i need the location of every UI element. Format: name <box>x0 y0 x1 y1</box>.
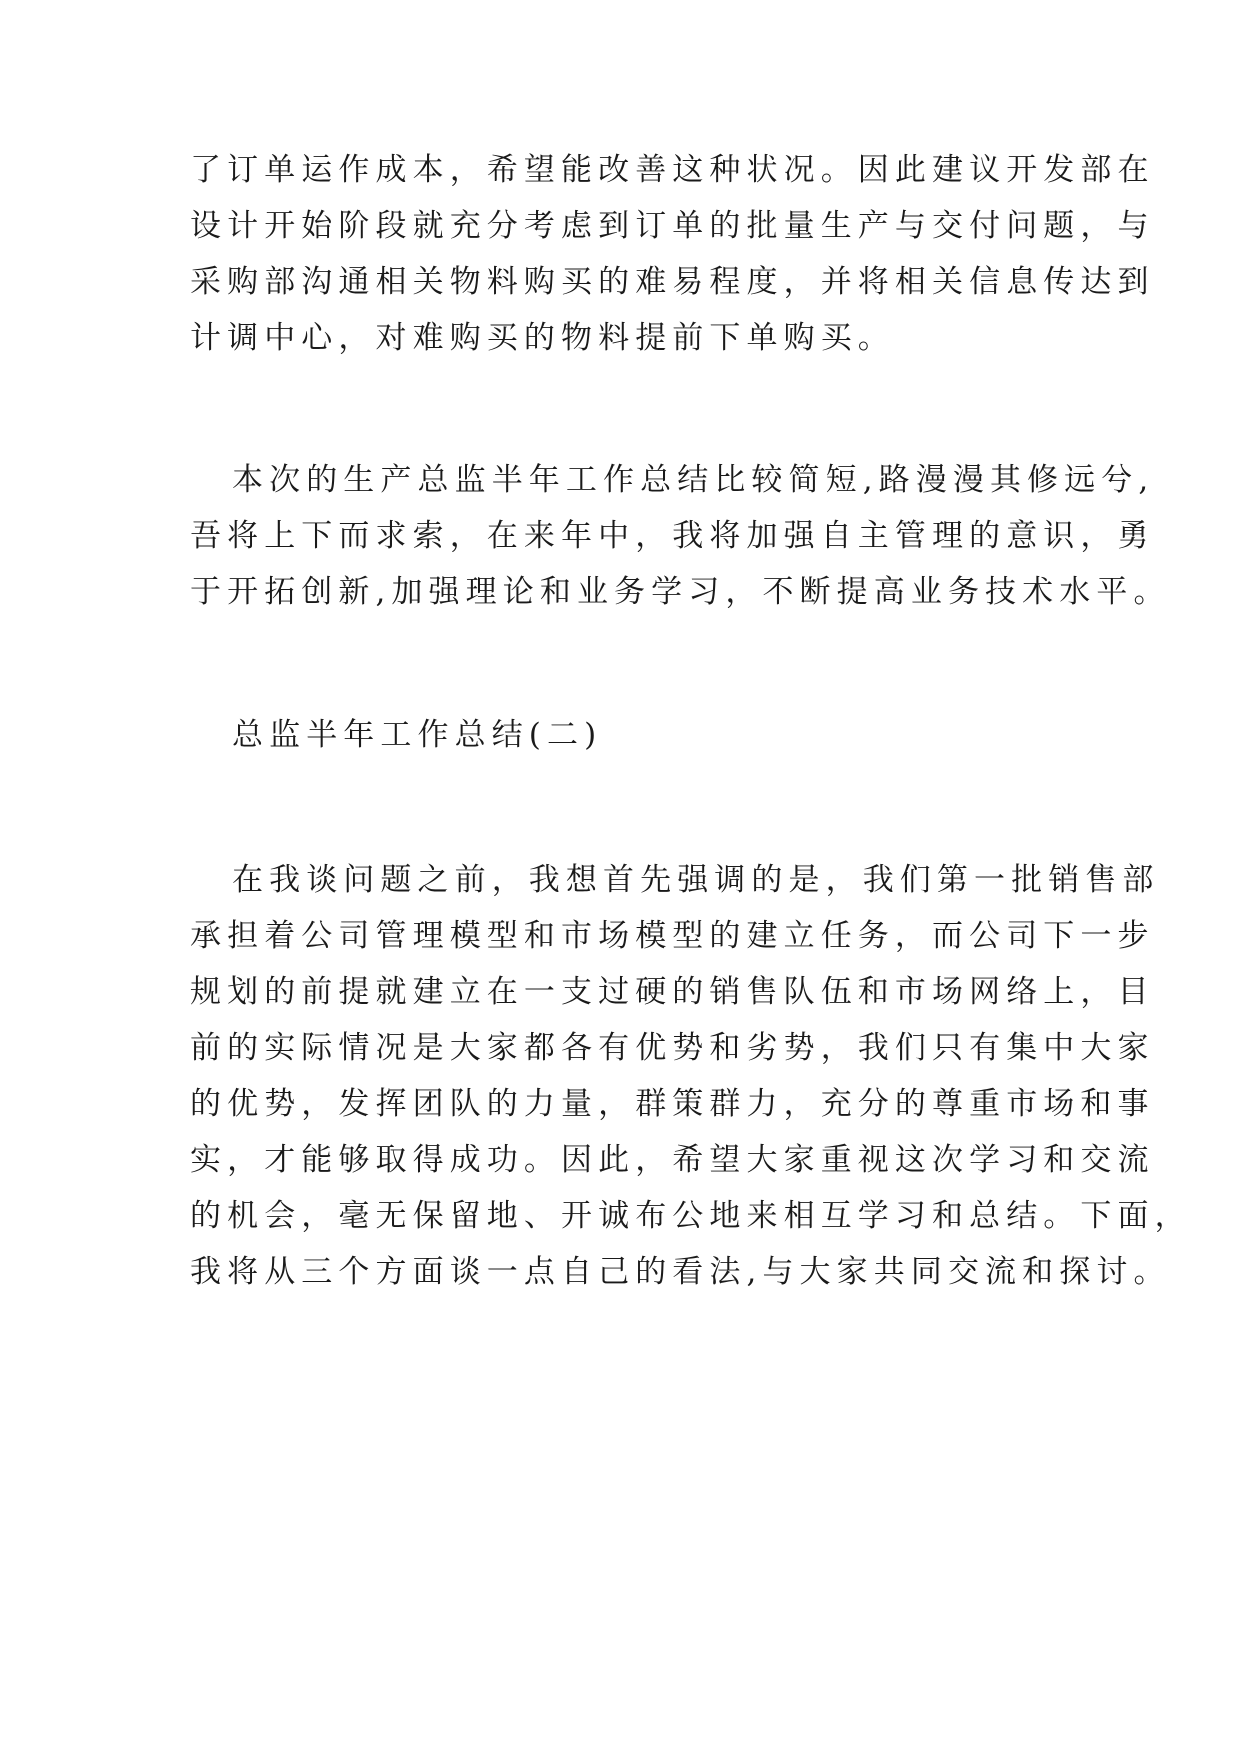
text-line: 实，才能够取得成功。因此，希望大家重视这次学习和交流 <box>190 1142 1155 1178</box>
text-line: 设计开始阶段就充分考虑到订单的批量生产与交付问题，与 <box>190 208 1155 244</box>
text-line: 本次的生产总监半年工作总结比较简短,路漫漫其修远兮, <box>232 462 1155 498</box>
text-line: 在我谈问题之前，我想首先强调的是，我们第一批销售部 <box>232 862 1160 898</box>
text-line: 的优势，发挥团队的力量，群策群力，充分的尊重市场和事 <box>190 1086 1155 1122</box>
text-line: 于开拓创新,加强理论和业务学习，不断提高业务技术水平。 <box>190 574 1171 610</box>
text-line: 规划的前提就建立在一支过硬的销售队伍和市场网络上，目 <box>190 974 1155 1010</box>
text-line: 承担着公司管理模型和市场模型的建立任务，而公司下一步 <box>190 918 1155 954</box>
text-line: 前的实际情况是大家都各有优势和劣势，我们只有集中大家 <box>190 1030 1155 1066</box>
text-line: 我将从三个方面谈一点自己的看法,与大家共同交流和探讨。 <box>190 1254 1171 1290</box>
text-line: 了订单运作成本，希望能改善这种状况。因此建议开发部在 <box>190 152 1155 188</box>
text-line: 采购部沟通相关物料购买的难易程度，并将相关信息传达到 <box>190 264 1155 300</box>
text-line: 的机会，毫无保留地、开诚布公地来相互学习和总结。下面， <box>190 1198 1192 1234</box>
text-line: 计调中心，对难购买的物料提前下单购买。 <box>190 320 895 356</box>
text-line: 吾将上下而求索，在来年中，我将加强自主管理的意识，勇 <box>190 518 1155 554</box>
section-heading: 总监半年工作总结(二) <box>232 717 603 753</box>
